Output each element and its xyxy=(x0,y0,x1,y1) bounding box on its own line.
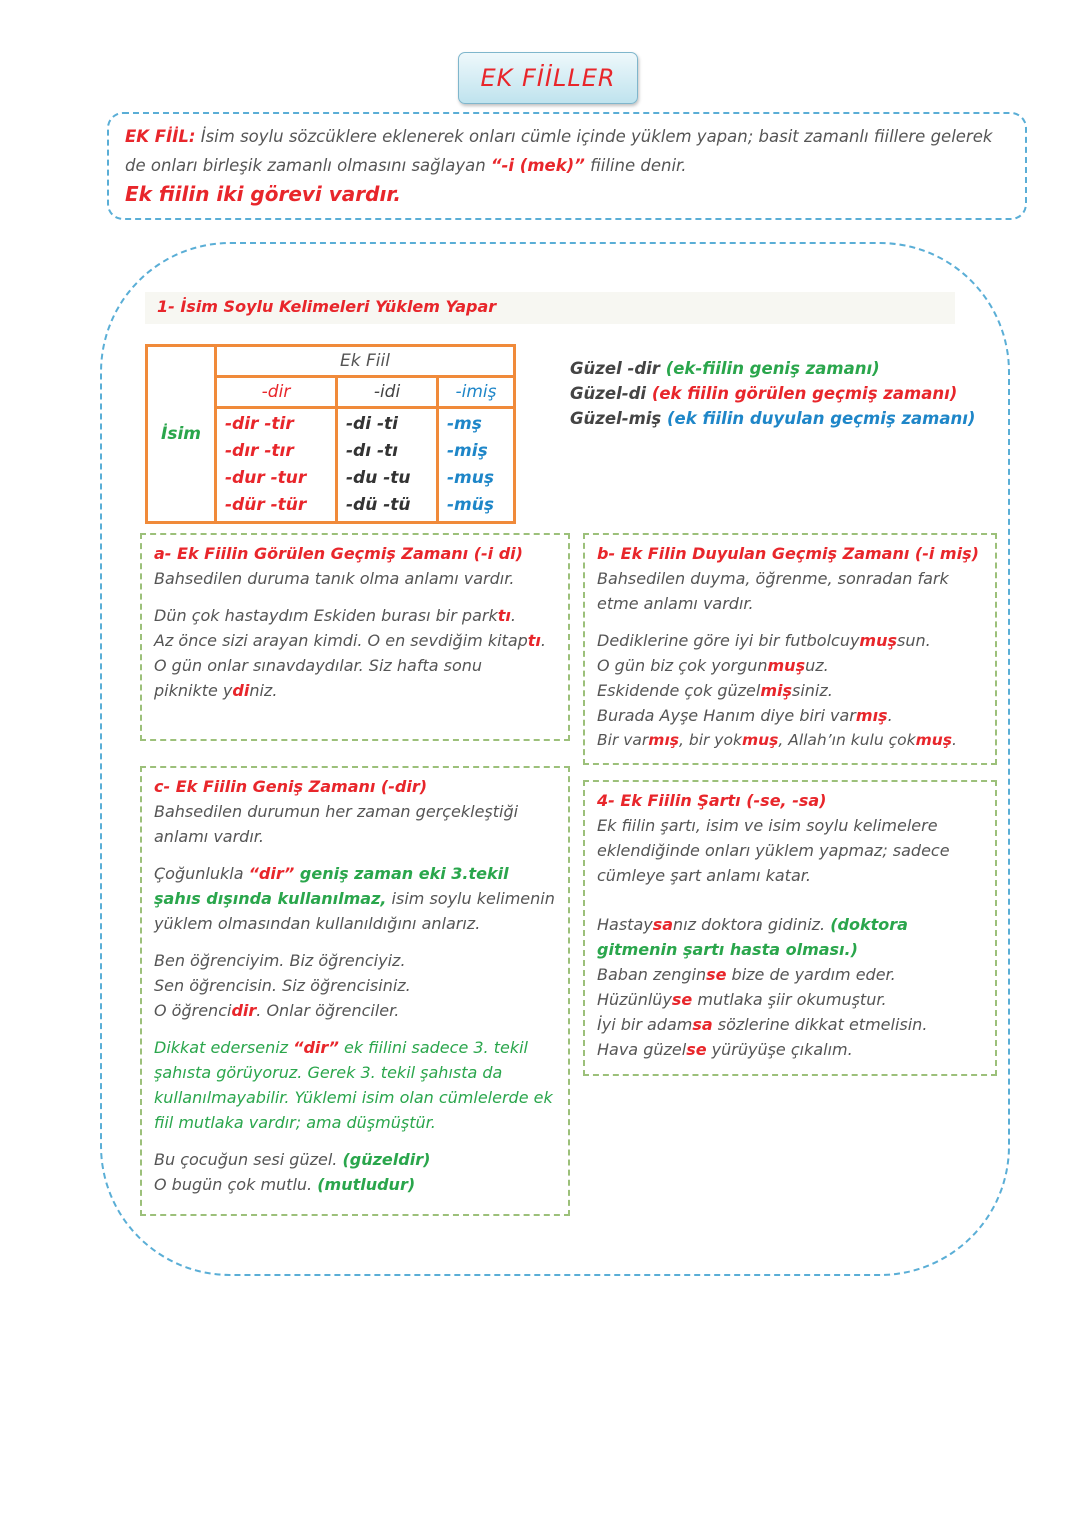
box-d-line: Hava güzelse yürüyüşe çıkalım. xyxy=(597,1040,853,1059)
section1-heading: 1- İsim Soylu Kelimeleri Yüklem Yapar xyxy=(157,297,497,316)
box-a-line: Dün çok hastaydım Eskiden burası bir parktı. xyxy=(154,606,516,625)
imis-form: -muş xyxy=(447,468,494,488)
imis-form: -miş xyxy=(447,441,488,461)
box-b-line: O gün biz çok yorgunmuşuz. xyxy=(597,656,829,675)
definition-text xyxy=(125,122,1015,180)
box-a-line: piknikte ydiniz. xyxy=(154,681,278,700)
imis-form: -müş xyxy=(447,495,494,515)
table-row-label: İsim xyxy=(161,424,201,444)
box-c-note: Dikkat ederseniz “dir” ek fiilini sadece 3. tekil şahısta görüyoruz. Gerek 3. tekil şahısta da kullanılmayabilir. Yüklemi isim olan cümlelerde ek fiil mutlaka vardır; ama düşmüştür. xyxy=(154,1038,553,1132)
box-b-line: Burada Ayşe Hanım diye biri varmış. xyxy=(597,706,893,725)
box-a-line: O gün onlar sınavdaydılar. Siz hafta sonu xyxy=(154,656,483,675)
box-b-line: Eskidende çok güzelmişsiniz. xyxy=(597,681,833,700)
ek-fiil-table xyxy=(145,344,516,524)
box-c-example: O bugün çok mutlu. (mutludur) xyxy=(154,1175,416,1194)
example-word: Güzel-di xyxy=(570,384,647,403)
box-c-content xyxy=(154,774,558,1197)
box-c-para: Çoğunlukla “dir” geniş zaman eki 3.tekil şahıs dışında kullanılmaz, isim soylu kelimenin yüklem olmasından kullanıldığını anlarız. xyxy=(154,864,555,933)
dir-form: -dur -tur xyxy=(225,468,307,488)
box-c-example: Sen öğrencisin. Siz öğrencisiniz. xyxy=(154,976,411,995)
idi-form: -dı -tı xyxy=(346,441,398,461)
dir-form: -dür -tür xyxy=(225,495,307,515)
dir-form: -dır -tır xyxy=(225,441,294,461)
page-title: EK FİİLLER xyxy=(458,52,638,104)
box-b-desc: Bahsedilen duyma, öğrenme, sonradan fark etme anlamı vardır. xyxy=(597,569,949,613)
box-d-line: Baban zenginse bize de yardım eder. xyxy=(597,965,896,984)
example-note: (ek-fiilin geniş zamanı) xyxy=(665,359,880,378)
box-b-content xyxy=(597,541,991,753)
dir-form: -dir -tir xyxy=(225,414,294,434)
example-note: (ek fiilin duyulan geçmiş zamanı) xyxy=(667,409,976,428)
box-a-line: Az önce sizi arayan kimdi. O en sevdiğim kitaptı. xyxy=(154,631,547,650)
idi-form: -du -tu xyxy=(346,468,411,488)
example-note: (ek fiilin görülen geçmiş zamanı) xyxy=(651,384,958,403)
table-col-idi: -idi xyxy=(337,377,438,408)
example-word: Güzel -dir xyxy=(570,359,660,378)
table-idi-forms xyxy=(337,408,438,523)
table-header: Ek Fiil xyxy=(216,346,515,377)
box-b-line: Dediklerine göre iyi bir futbolcuymuşsun. xyxy=(597,631,931,650)
idi-form: -dü -tü xyxy=(346,495,411,515)
table-col-dir: -dir xyxy=(216,377,337,408)
section1-examples xyxy=(570,356,975,431)
box-b-line: Bir varmış, bir yokmuş, Allah’ın kulu çokmuş. xyxy=(597,731,957,749)
table-imis-forms xyxy=(438,408,515,523)
table-row-label-cell xyxy=(147,346,216,523)
example-line xyxy=(570,356,975,381)
definition-term: EK FİİL: xyxy=(125,127,196,146)
definition-subtitle: Ek fiilin iki görevi vardır. xyxy=(125,182,401,206)
box-d-desc: Ek fiilin şartı, isim ve isim soylu kelimelere eklendiğinde onları yüklem yapmaz; sadece cümleye şart anlamı katar. xyxy=(597,816,950,885)
definition-highlight: “-i (mek)” xyxy=(490,156,585,175)
box-d-line: Hastaysanız doktora gidiniz. (doktora gitmenin şartı hasta olması.) xyxy=(597,915,908,959)
box-a-desc: Bahsedilen duruma tanık olma anlamı vardır. xyxy=(154,569,515,588)
example-line xyxy=(570,406,975,431)
table-dir-forms xyxy=(216,408,337,523)
box-b-heading: b- Ek Filin Duyulan Geçmiş Zamanı (-i miş) xyxy=(597,544,979,563)
box-d-content xyxy=(597,788,987,1062)
example-line xyxy=(570,381,975,406)
box-a-content xyxy=(154,541,562,703)
table-col-imis: -imiş xyxy=(438,377,515,408)
box-c-example: Bu çocuğun sesi güzel. (güzeldir) xyxy=(154,1150,431,1169)
box-d-heading: 4- Ek Fiilin Şartı (-se, -sa) xyxy=(597,791,827,810)
box-c-example: Ben öğrenciyim. Biz öğrenciyiz. xyxy=(154,951,406,970)
box-a-heading: a- Ek Fiilin Görülen Geçmiş Zamanı (-i di) xyxy=(154,544,523,563)
box-c-heading: c- Ek Fiilin Geniş Zamanı (-dir) xyxy=(154,777,428,796)
definition-body: İsim soylu sözcüklere eklenerek onları cümle içinde yüklem yapan; basit zamanlı fiillere gelerek de onları birleşik zamanlı olmasını sağlayan xyxy=(125,127,993,175)
idi-form: -di -ti xyxy=(346,414,398,434)
definition-end: fiiline denir. xyxy=(584,156,687,175)
imis-form: -mş xyxy=(447,414,482,434)
example-word: Güzel-miş xyxy=(570,409,662,428)
section1-heading-bar xyxy=(145,292,955,324)
box-d-line: Hüzünlüyse mutlaka şiir okumuştur. xyxy=(597,990,887,1009)
box-d-line: İyi bir adamsa sözlerine dikkat etmelisin. xyxy=(597,1015,928,1034)
box-c-example: O öğrencidir. Onlar öğrenciler. xyxy=(154,1001,400,1020)
box-c-desc: Bahsedilen durumun her zaman gerçekleştiği anlamı vardır. xyxy=(154,802,519,846)
